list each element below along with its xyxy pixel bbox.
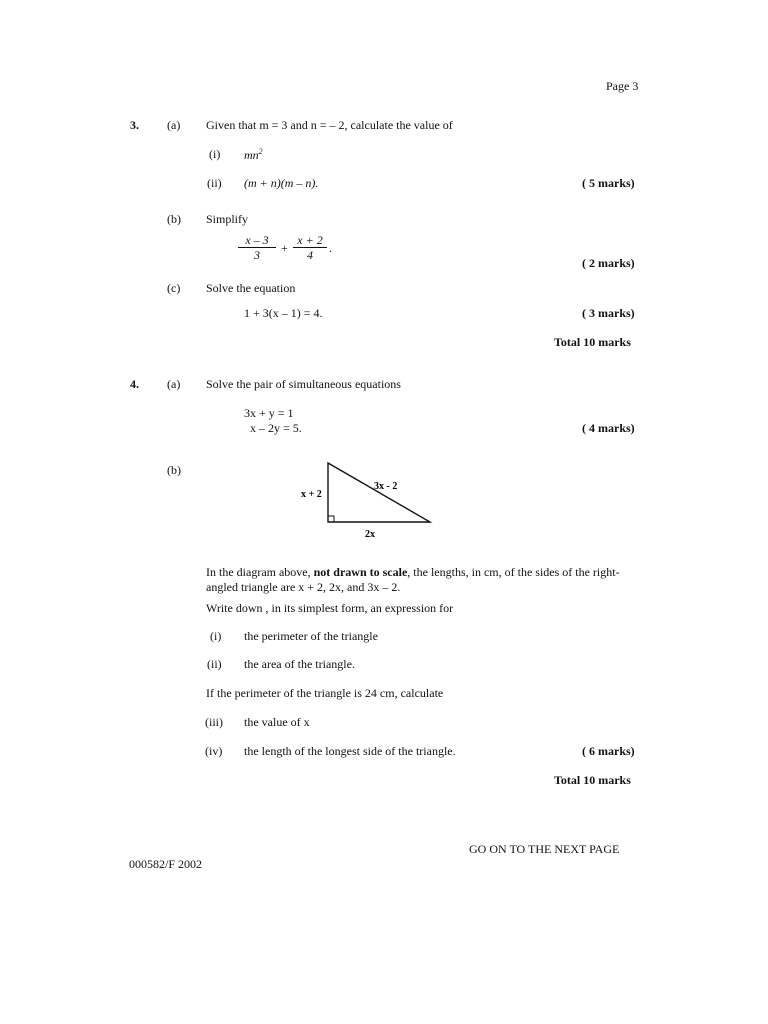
q4b-if-text: If the perimeter of the triangle is 24 cm, calculate: [206, 686, 444, 700]
q3c-marks: ( 3 marks): [582, 306, 635, 320]
q3a-label: (a): [167, 118, 181, 132]
q3b-plus: +: [281, 241, 288, 255]
q4b-iv-text: the length of the longest side of the triangle.: [244, 744, 456, 758]
q4b-i-label: (i): [210, 629, 222, 643]
q3a-i-expr: $mn^2$: [244, 147, 263, 162]
q3b-marks: ( 2 marks): [582, 256, 635, 270]
q3-number: 3.: [130, 118, 139, 132]
q4b-iv-label: (iv): [205, 744, 223, 758]
q4a-eq1: 3x + y = 1: [244, 406, 294, 420]
q3a-marks: ( 5 marks): [582, 176, 635, 190]
q4b-paragraph-line1: In the diagram above, not drawn to scale, the lengths, in cm, of the sides of the right-: [206, 565, 620, 579]
q4b-label: (b): [167, 463, 181, 477]
q4a-label: (a): [167, 377, 181, 391]
q4-number: 4.: [130, 377, 139, 391]
q3b-period: .: [329, 241, 332, 255]
q3b-text: Simplify: [206, 212, 249, 226]
q4a-eq2: x – 2y = 5.: [250, 421, 302, 435]
triangle-diagram: [290, 455, 450, 545]
q4b-ii-label: (ii): [207, 657, 222, 671]
q4b-marks: ( 6 marks): [582, 744, 635, 758]
side-label-hypotenuse: 3x - 2: [374, 481, 398, 492]
q4b-ii-text: the area of the triangle.: [244, 657, 355, 671]
q3b-label: (b): [167, 212, 181, 226]
go-on-notice: GO ON TO THE NEXT PAGE: [469, 842, 620, 856]
q3b-fraction-2: $\frac{x + 2}{4}$: [293, 233, 327, 262]
q3c-equation: 1 + 3(x – 1) = 4.: [244, 306, 323, 320]
q3c-label: (c): [167, 281, 181, 295]
q3a-ii-label: (ii): [207, 176, 222, 190]
side-label-left: x + 2: [301, 489, 322, 500]
q3a-ii-expr: (m + n)(m – n).: [244, 176, 319, 190]
q4b-i-text: the perimeter of the triangle: [244, 629, 378, 643]
q3b-fraction-1: $\frac{x - 3}{3}$: [238, 233, 276, 262]
page-number: Page 3: [606, 79, 639, 93]
q4b-iii-label: (iii): [205, 715, 223, 729]
q4a-marks: ( 4 marks): [582, 421, 635, 435]
q4b-paragraph-line2: angled triangle are x + 2, 2x, and 3x – 2.: [206, 580, 401, 594]
side-label-bottom: 2x: [365, 529, 375, 540]
q3a-text: Given that m = 3 and n = – 2, calculate the value of: [206, 118, 453, 132]
q4-total: Total 10 marks: [554, 773, 631, 787]
triangle-shape: [328, 463, 430, 522]
q4b-iii-text: the value of x: [244, 715, 310, 729]
q3a-i-label: (i): [209, 147, 221, 161]
right-angle-marker: [328, 516, 334, 522]
q4b-write-down: Write down , in its simplest form, an expression for: [206, 601, 454, 615]
q3c-text: Solve the equation: [206, 281, 296, 295]
q4a-text: Solve the pair of simultaneous equations: [206, 377, 401, 391]
paper-code: 000582/F 2002: [129, 857, 203, 871]
q3-total: Total 10 marks: [554, 335, 631, 349]
